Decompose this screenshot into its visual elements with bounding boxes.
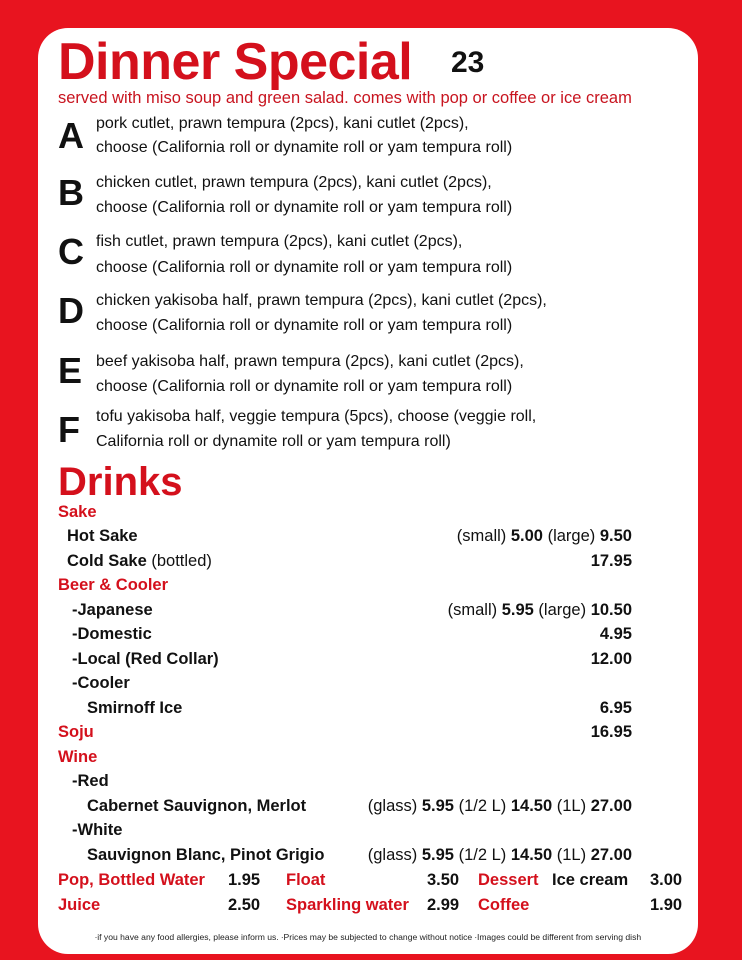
special-line-1: fish cutlet, prawn tempura (2pcs), kani cutlet (2pcs), — [96, 233, 463, 250]
special-line-2: California roll or dynamite roll or yam tempura roll) — [96, 433, 451, 450]
special-letter: A — [58, 115, 84, 156]
special-line-2: choose (California roll or dynamite roll or yam tempura roll) — [96, 199, 513, 216]
beer-cooler-category: Beer & Cooler — [58, 576, 169, 594]
domestic-beer-name: -Domestic — [72, 625, 152, 643]
special-line-2: choose (California roll or dynamite roll or yam tempura roll) — [96, 317, 513, 334]
special-line-2: choose (California roll or dynamite roll or yam tempura roll) — [96, 378, 513, 395]
sparkling-price: 2.99 — [427, 896, 460, 914]
sparkling-label: Sparkling water — [286, 896, 409, 914]
cold-sake-price: 17.95 — [590, 552, 632, 570]
coffee-price: 1.90 — [650, 896, 683, 914]
japanese-beer-name: -Japanese — [72, 601, 153, 619]
white-wine-label: -White — [72, 821, 123, 839]
special-letter: D — [58, 290, 84, 331]
local-beer-price: 12.00 — [590, 650, 632, 668]
red-wine-label: -Red — [72, 772, 109, 790]
local-beer-name: -Local (Red Collar) — [72, 650, 219, 668]
domestic-beer-price: 4.95 — [599, 625, 632, 643]
dessert-item: Ice cream — [552, 871, 629, 889]
smirnoff-name: Smirnoff Ice — [87, 699, 183, 717]
special-line-1: pork cutlet, prawn tempura (2pcs), kani cutlet (2pcs), — [96, 115, 469, 132]
special-line-1: chicken yakisoba half, prawn tempura (2pcs), kani cutlet (2pcs), — [96, 292, 547, 309]
footer-disclaimer: ∙if you have any food allergies, please inform us. ∙Prices may be subjected to change without notice ∙Images could be different from serving dish — [94, 932, 642, 942]
hot-sake-price: (small) 5.00 (large) 9.50 — [456, 527, 632, 545]
white-wine-price: (glass) 5.95 (1/2 L) 14.50 (1L) 27.00 — [367, 846, 632, 864]
special-letter: C — [58, 231, 84, 272]
juice-price: 2.50 — [228, 896, 261, 914]
page-title: Dinner Special — [58, 33, 413, 91]
cold-sake-name: Cold Sake (bottled) — [67, 552, 212, 570]
dessert-price: 3.00 — [650, 871, 683, 889]
soju-category: Soju — [58, 723, 94, 741]
pop-water-label: Pop, Bottled Water — [58, 871, 205, 889]
special-letter: E — [58, 350, 83, 391]
smirnoff-price: 6.95 — [599, 699, 632, 717]
hot-sake-name: Hot Sake — [67, 527, 138, 545]
soju-price: 16.95 — [590, 723, 632, 741]
white-wine-varieties: Sauvignon Blanc, Pinot Grigio — [87, 846, 325, 864]
sake-category: Sake — [58, 503, 97, 521]
red-wine-varieties: Cabernet Sauvignon, Merlot — [87, 797, 307, 815]
menu-card — [38, 28, 698, 954]
wine-category: Wine — [58, 748, 98, 766]
special-line-2: choose (California roll or dynamite roll or yam tempura roll) — [96, 139, 513, 156]
special-letter: B — [58, 172, 84, 213]
dessert-label: Dessert — [478, 871, 539, 889]
drinks-heading: Drinks — [58, 460, 183, 504]
cooler-name: -Cooler — [72, 674, 130, 692]
special-line-1: chicken cutlet, prawn tempura (2pcs), kani cutlet (2pcs), — [96, 174, 492, 191]
pop-water-price: 1.95 — [228, 871, 261, 889]
special-subtitle: served with miso soup and green salad. comes with pop or coffee or ice cream — [58, 89, 632, 107]
coffee-label: Coffee — [478, 896, 530, 914]
special-letter: F — [58, 409, 80, 450]
japanese-beer-price: (small) 5.95 (large) 10.50 — [447, 601, 632, 619]
float-price: 3.50 — [427, 871, 460, 889]
red-wine-price: (glass) 5.95 (1/2 L) 14.50 (1L) 27.00 — [367, 797, 632, 815]
special-line-1: beef yakisoba half, prawn tempura (2pcs), kani cutlet (2pcs), — [96, 353, 524, 370]
special-line-1: tofu yakisoba half, veggie tempura (5pcs), choose (veggie roll, — [96, 408, 537, 425]
float-label: Float — [286, 871, 326, 889]
juice-label: Juice — [58, 896, 101, 914]
special-line-2: choose (California roll or dynamite roll or yam tempura roll) — [96, 259, 513, 276]
special-price: 23 — [451, 46, 485, 79]
